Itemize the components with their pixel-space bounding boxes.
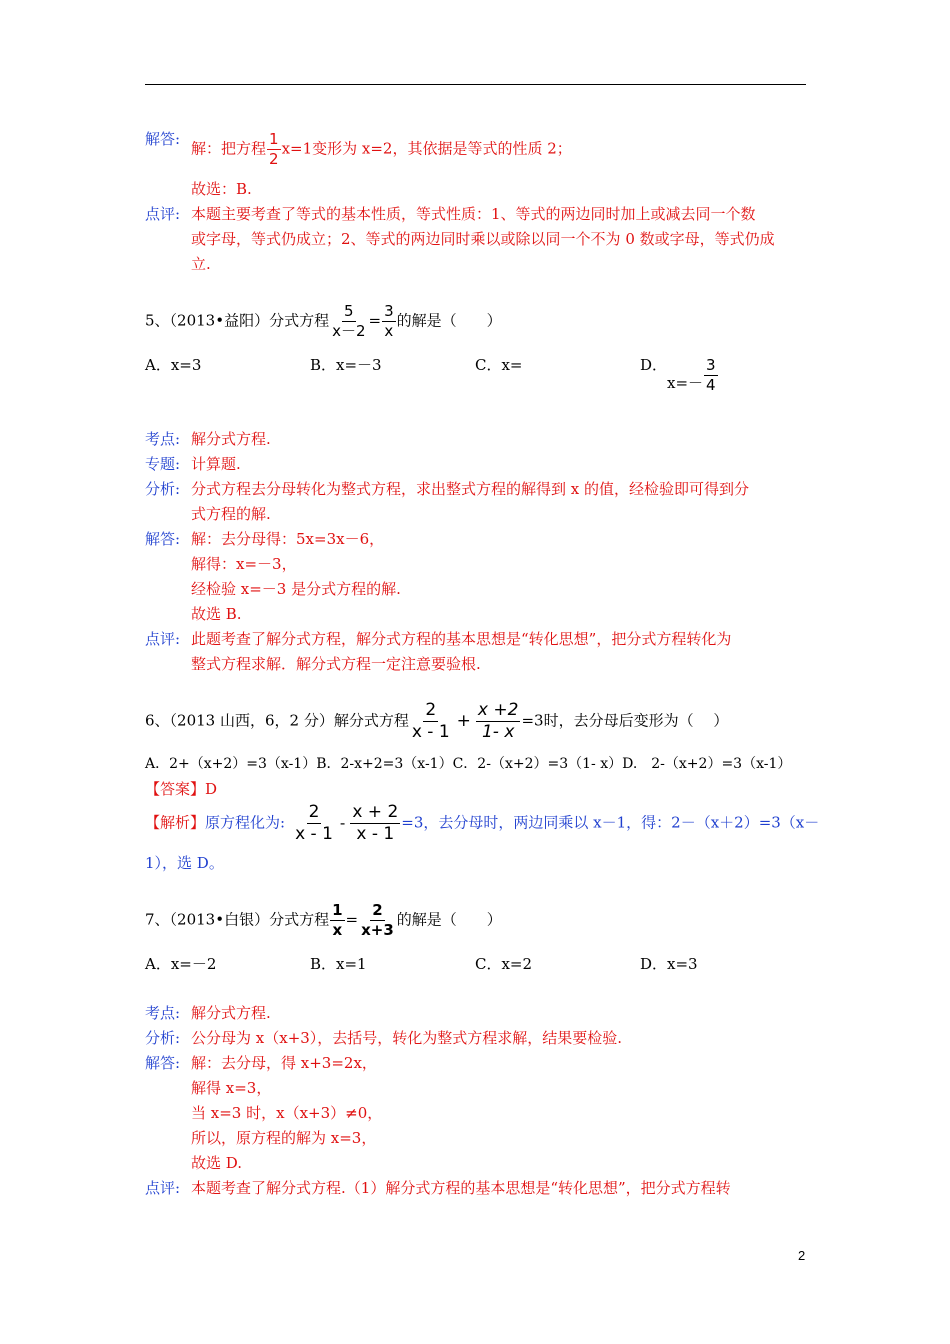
q7-option-a: A．x=－2 (145, 955, 217, 973)
q5-option-a: A．x=3 (145, 356, 202, 374)
q6-stem: 6、（2013 山西，6，2 分）解分式方程 $\frac{2}{x - 1}$ + $\frac{x +2}{1- x}$ =3时，去分母后变形为（ ） (145, 700, 729, 742)
q6-options: A．2+（x+2）=3（x-1）B．2-x+2=3（x-1）C．2-（x+2）=3（1- x）D. 2-（x+2）=3（x-1） (145, 756, 792, 772)
q6-analysis-fraction-1: $\frac{2}{x - 1}$ (295, 802, 333, 844)
q7-fraction-1: $\frac{1}{x}$ (332, 901, 343, 939)
q7-option-b: B．x=1 (310, 955, 367, 973)
q6-answer: 【答案】D (145, 780, 218, 798)
q5-option-b: B．x=－3 (310, 356, 382, 374)
label-key-point: 考点: (145, 1004, 181, 1022)
label-comment: 点评: (145, 205, 181, 223)
q7-answer-line-1: 解：去分母，得 x+3=2x， (191, 1054, 377, 1072)
q7-comment-line-1: 本题考查了解分式方程.（1）解分式方程的基本思想是“转化思想”，把分式方程转 (191, 1179, 731, 1197)
q7-answer-line-3: 当 x=3 时，x（x+3）≠0， (191, 1104, 383, 1122)
label-answer: 解答: (145, 1054, 181, 1072)
q5-answer-line-2: 解得：x=－3， (191, 555, 297, 573)
q6-analysis-line-1: 【解析】原方程化为: $\frac{2}{x - 1}$ - $\frac{x + 2}{x - 1}$ =3，去分母时，两边同乘以 x－1，得：2－（x＋2）=3（x－ (145, 802, 820, 844)
q6-fraction-1: $\frac{2}{x - 1}$ (411, 700, 450, 742)
q7-option-d: D．x=3 (640, 955, 698, 973)
q4-comment-line-2: 或字母，等式仍成立；2、等式的两边同时乘以或除以同一个不为 0 数或字母，等式仍成 (191, 230, 775, 248)
q5-key-point: 解分式方程. (191, 430, 271, 448)
q5-fraction-2: $\frac{3}{x}$ (384, 302, 394, 340)
q5-comment-line-1: 此题考查了解分式方程，解分式方程的基本思想是“转化思想”，把分式方程转化为 (191, 630, 732, 648)
label-analysis: 分析: (145, 480, 181, 498)
q7-answer-line-5: 故选 D. (191, 1154, 243, 1172)
q5-topic: 计算题. (191, 455, 241, 473)
label-answer: 解答: (145, 130, 181, 148)
q5-fraction-1: $\frac{5}{x-2}$ (332, 302, 366, 340)
q7-key-point: 解分式方程. (191, 1004, 271, 1022)
q7-stem: 7、（2013•白银）分式方程 $\frac{1}{x}$ = $\frac{2}{x+3}$ 的解是（ ） (145, 901, 502, 939)
q6-analysis-line-2: 1），选 D。 (145, 854, 224, 872)
q4-comment-line-3: 立. (191, 255, 211, 273)
page-number: 2 (798, 1248, 806, 1263)
q4-answer-eq: x=1 (281, 139, 313, 158)
q5-option-d-label: D． (640, 356, 668, 374)
q5-option-c: C．x= (475, 356, 523, 374)
q5-analysis-line-1: 分式方程去分母转化为整式方程，求出整式方程的解得到 x 的值，经检验即可得到分 (191, 480, 749, 498)
label-analysis: 分析: (145, 1029, 181, 1047)
q5-option-d: x=－ $\frac{3}{4}$ (667, 356, 716, 394)
label-comment: 点评: (145, 630, 181, 648)
q6-fraction-2: $\frac{x +2}{1- x}$ (477, 700, 519, 742)
q4-answer-line-1 (191, 132, 572, 167)
q7-fraction-2: $\frac{2}{x+3}$ (361, 901, 394, 939)
q5-answer-line-3: 经检验 x=－3 是分式方程的解. (191, 580, 401, 598)
q5-answer-line-4: 故选 B. (191, 605, 242, 623)
label-comment: 点评: (145, 1179, 181, 1197)
q5-analysis-line-2: 式方程的解. (191, 505, 271, 523)
label-topic: 专题: (145, 455, 181, 473)
q4-comment-line-1: 本题主要考查了等式的基本性质，等式性质：1、等式的两边同时加上或减去同一个数 (191, 205, 756, 223)
q7-option-c: C．x=2 (475, 955, 533, 973)
label-key-point: 考点: (145, 430, 181, 448)
q5-option-d-fraction: $\frac{3}{4}$ (706, 356, 716, 394)
header-rule (145, 84, 806, 85)
q6-analysis-fraction-2: $\frac{x + 2}{x - 1}$ (352, 802, 399, 844)
q4-fraction: $\frac{1}{2}$ (269, 130, 279, 168)
q4-answer-text: 解：把方程 (191, 139, 267, 158)
q5-answer-line-1: 解：去分母得：5x=3x－6， (191, 530, 385, 548)
label-answer: 解答: (145, 530, 181, 548)
q7-answer-line-4: 所以，原方程的解为 x=3， (191, 1129, 377, 1147)
q4-answer-line-2: 故选：B. (191, 180, 252, 198)
q5-comment-line-2: 整式方程求解．解分式方程一定注意要验根. (191, 655, 481, 673)
q7-answer-line-2: 解得 x=3， (191, 1079, 272, 1097)
q4-answer-reason: 变形为 x=2，其依据是等式的性质 2； (312, 139, 572, 158)
q7-analysis: 公分母为 x（x+3），去括号，转化为整式方程求解，结果要检验. (191, 1029, 623, 1047)
q5-stem: 5、（2013•益阳）分式方程 $\frac{5}{x-2}$ = $\frac{3}{x}$ 的解是（ ） (145, 302, 502, 340)
